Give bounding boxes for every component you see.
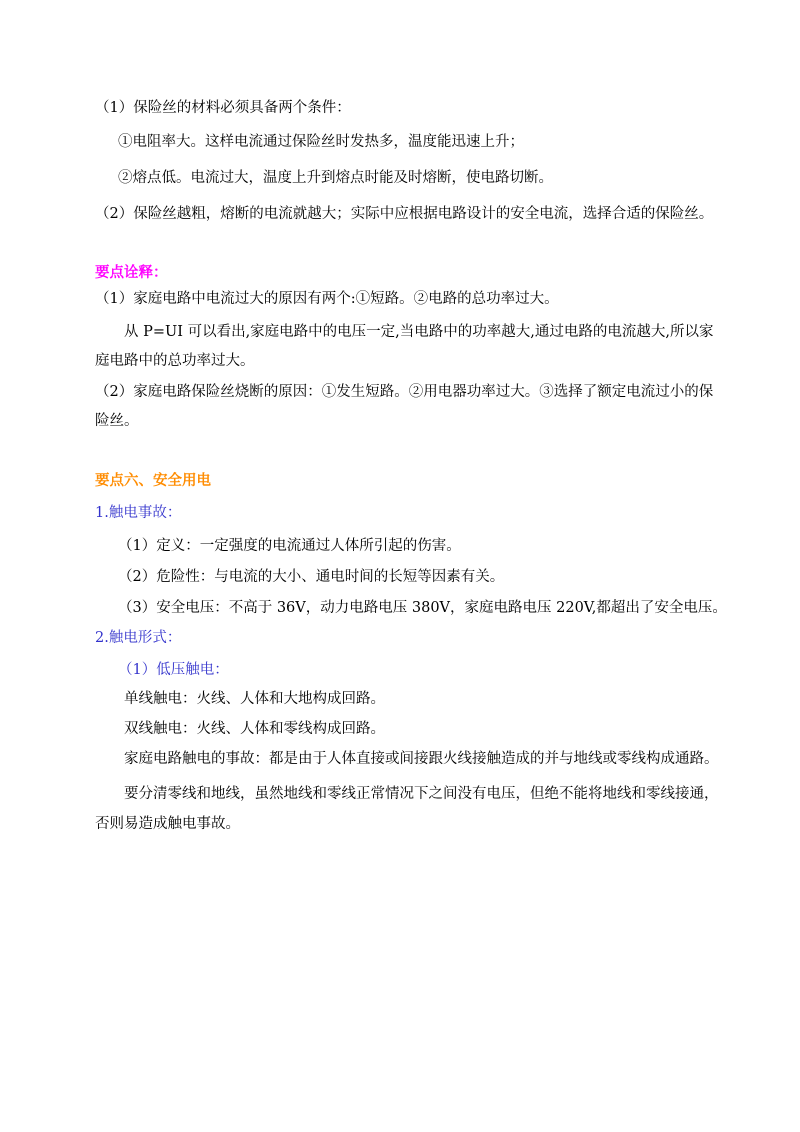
condition-low-melting-point: ②熔点低。电流过大，温度上升到熔点时能及时熔断，使电路切断。 (118, 170, 553, 186)
single-wire-shock: 单线触电：火线、人体和大地构成回路。 (124, 691, 385, 707)
neutral-ground-note-line1: 要分清零线和地线，虽然地线和零线正常情况下之间没有电压，但绝不能将地线和零线接通， (124, 786, 719, 802)
shock-danger: （2）危险性：与电流的大小、通电时间的长短等因素有关。 (118, 569, 505, 585)
fuse-blown-reasons-line1: （2）家庭电路保险丝烧断的原因：①发生短路。②用电器功率过大。③选择了额定电流过小的保 (95, 384, 714, 400)
safe-electricity-heading: 要点六、安全用电 (95, 473, 211, 489)
low-voltage-shock-title: （1）低压触电： (118, 662, 229, 678)
shock-definition: （1）定义：一定强度的电流通过人体所引起的伤害。 (118, 538, 461, 554)
safe-voltage: （3）安全电压：不高于 36V，动力电路电压 380V，家庭电路电压 220V,都超出了安全电压。 (118, 600, 727, 616)
power-explanation-line1: 从 P=UI 可以看出,家庭电路中的电压一定,当电路中的功率越大,通过电路的电流越大,所以家 (124, 324, 714, 340)
shock-forms-title: 2.触电形式： (95, 630, 182, 646)
double-wire-shock: 双线触电：火线、人体和零线构成回路。 (124, 721, 385, 737)
fuse-material-conditions: （1）保险丝的材料必须具备两个条件： (95, 100, 351, 116)
electric-shock-accident-title: 1.触电事故： (95, 505, 182, 521)
fuse-thickness-note: （2）保险丝越粗，熔断的电流就越大；实际中应根据电路设计的安全电流，选择合适的保险丝。 (95, 206, 714, 222)
condition-high-resistivity: ①电阻率大。这样电流通过保险丝时发热多，温度能迅速上升； (118, 134, 524, 150)
overcurrent-causes: （1）家庭电路中电流过大的原因有两个:①短路。②电路的总功率过大。 (95, 291, 559, 307)
power-explanation-line2: 庭电路中的总功率过大。 (95, 353, 255, 369)
household-shock-accident: 家庭电路触电的事故：都是由于人体直接或间接跟火线接触造成的并与地线或零线构成通路。 (124, 751, 719, 767)
key-points-heading: 要点诠释： (95, 265, 168, 281)
neutral-ground-note-line2: 否则易造成触电事故。 (95, 816, 240, 832)
fuse-blown-reasons-line2: 险丝。 (95, 413, 139, 429)
